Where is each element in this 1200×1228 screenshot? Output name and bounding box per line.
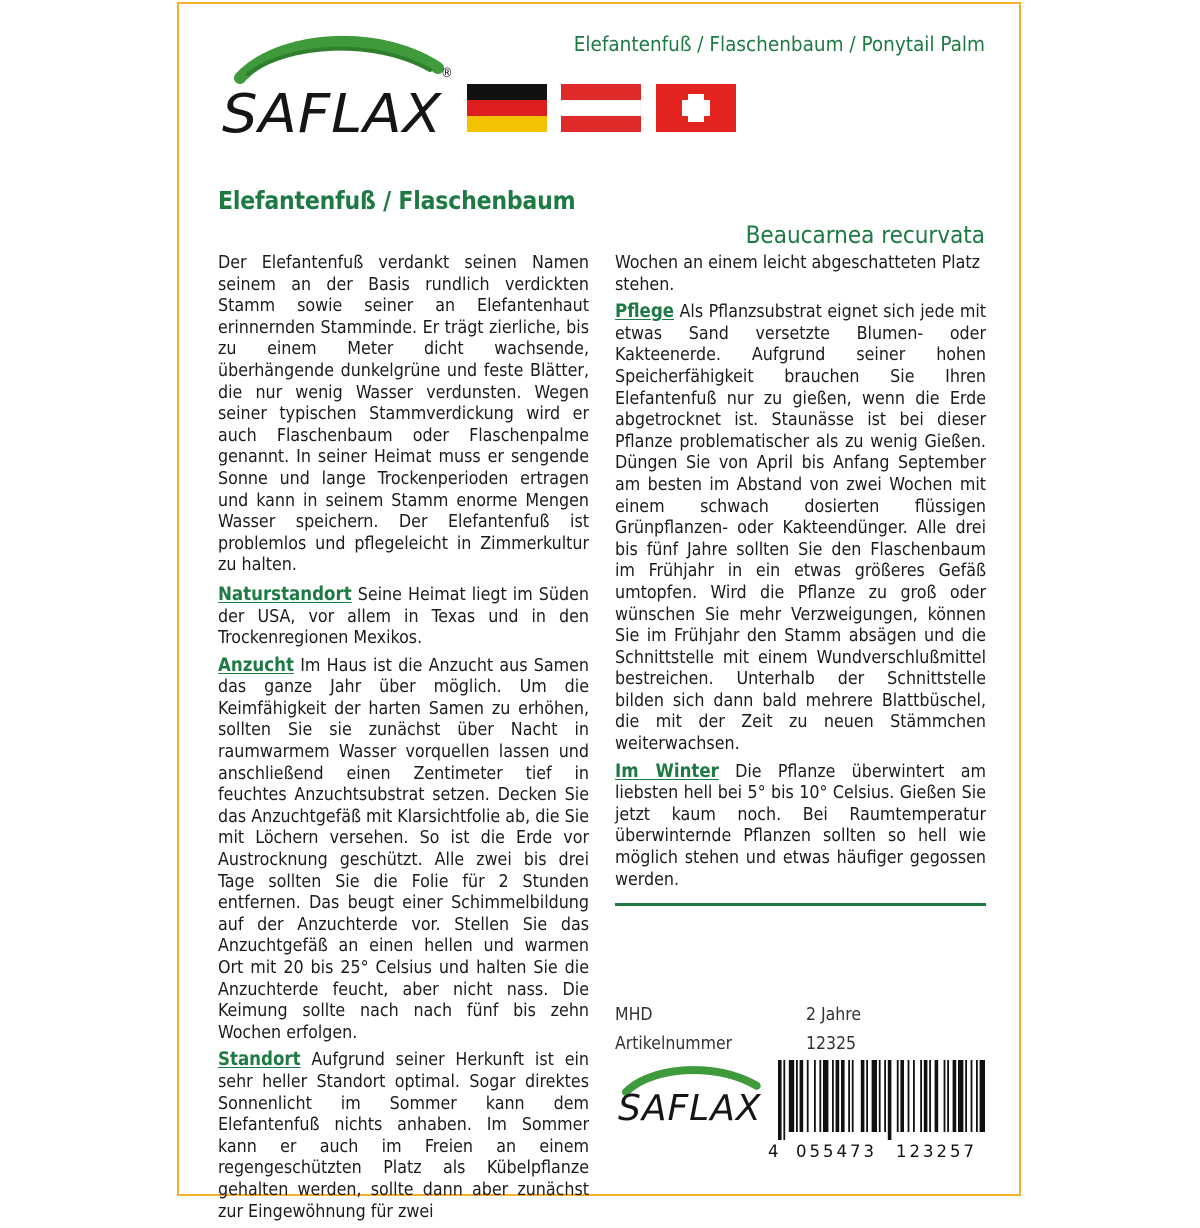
winter-text: Die Pflanze überwintert am liebsten hell bei 5° bis 10° Celsius. Gießen Sie jetzt kaum noch. Bei Raumtemperatur überwinternde Pflanzen sollten so hell wie möglich stehen und etwas häufiger gegossen werden. bbox=[615, 761, 986, 890]
saflax-logo bbox=[218, 28, 463, 146]
barcode-bar bbox=[929, 1060, 931, 1132]
pflege-paragraph bbox=[615, 301, 986, 755]
barcode-bar bbox=[958, 1060, 963, 1132]
barcode-bar bbox=[848, 1060, 850, 1132]
botanical-name: Beaucarnea recurvata bbox=[745, 221, 985, 249]
barcode-bar bbox=[872, 1060, 877, 1132]
product-title-header: Elefantenfuß / Flaschenbaum / Ponytail Palm bbox=[573, 32, 985, 56]
barcode-bar bbox=[976, 1060, 978, 1132]
product-heading: Elefantenfuß / Flaschenbaum bbox=[218, 186, 576, 215]
winter-paragraph bbox=[615, 761, 986, 892]
winter-label: Im Winter bbox=[615, 760, 719, 782]
barcode-bar bbox=[913, 1060, 915, 1132]
anzucht-text: Im Haus ist die Anzucht aus Samen das ganze Jahr über möglich. Um die Keimfähigkeit der harten Samen zu erhöhen, sollten Sie sie zunächst über Nacht in raumwarmem Wasser vorquellen lassen und anschließend einen Zentimeter tief in feuchtes Anzuchtsubstrat setzen. Decken Sie das Anzuchtgefäß mit Klarsichtfolie ab, die Sie mit Löchern versehen. So ist die Erde vor Austrocknung geschützt. Alle zwei bis drei Tage sollten Sie die Folie für 2 Stunden entfernen. Das beugt einer Schimmelbildung auf der Anzuchterde vor. Stellen Sie das Anzuchtgefäß an einen hellen und warmen Ort mit 20 bis 25° Celsius und halten Sie die Anzuchterde feucht, aber nicht nass. Die Keimung sollte nach nach fünf bis zehn Wochen erfolgen. bbox=[218, 655, 589, 1043]
barcode-bar bbox=[897, 1060, 899, 1132]
barcode-bar bbox=[884, 1060, 886, 1132]
barcode-bar bbox=[861, 1060, 865, 1132]
barcode bbox=[768, 1060, 988, 1161]
barcode-bar bbox=[965, 1060, 967, 1132]
barcode-bar bbox=[908, 1060, 910, 1132]
barcode-bar bbox=[947, 1060, 949, 1132]
barcode-bar bbox=[832, 1060, 834, 1132]
barcode-bar bbox=[778, 1060, 782, 1140]
barcode-bar bbox=[841, 1060, 845, 1132]
barcode-bar bbox=[900, 1060, 904, 1132]
standort-text: Aufgrund seiner Herkunft ist ein sehr heller Standort optimal. Sogar direktes Sonnenlicht im Sommer kann dem Elefantenfuß nichts anhaben. Im Sommer kann er auch im Freien an einem regengeschützten Platz als Kübelpflanze gehalten werden, sollte dann aber zunächst zur Eingewöhnung für zwei bbox=[218, 1050, 589, 1222]
barcode-bar bbox=[944, 1060, 946, 1132]
naturstandort-label: Naturstandort bbox=[218, 583, 352, 605]
barcode-bar bbox=[789, 1060, 794, 1132]
pflege-label: Pflege bbox=[615, 301, 675, 323]
standort-continued: Wochen an einem leicht abgeschatteten Platz stehen. bbox=[615, 253, 980, 295]
barcode-bar bbox=[814, 1060, 816, 1132]
standort-paragraph bbox=[218, 1049, 589, 1223]
article-number-value: 12325 bbox=[806, 1034, 857, 1054]
germany-flag bbox=[467, 84, 547, 132]
article-number-label: Artikelnummer bbox=[615, 1034, 733, 1054]
barcode-bar bbox=[783, 1060, 785, 1140]
pflege-text: Als Pflanzsubstrat eignet sich jede mit etwas Sand versetzte Blumen- oder Kakteenerde. Aufgrund seiner hohen Speicherfähigkeit brauchen Sie Ihren Elefantenfuß nur zu gießen, wenn die Erde abgetrocknet ist. Staunässe ist bei dieser Pflanze problematischer als zu wenig Gießen. Düngen Sie von April bis Anfang September am besten im Abstand von zwei Wochen mit einem schwach dosierten flüssigen Grünpflanzen- oder Kakteendünger. Alle drei bis fünf Jahre sollten Sie den Flaschenbaum im Frühjahr in ein etwas größeres Gefäß umtopfen. Wird die Pflanze zu groß oder wünschen Sie mehr Verzweigungen, können Sie im Frühjahr den Stamm absägen und die Schnittstelle mit einem Wundverschlußmittel bestreichen. Unterhalb der Schnittstelle bilden sich dann bald mehrere Blattbüschel, die mit der Zeit zu neuen Stämmchen weiterwachsen. bbox=[615, 302, 986, 755]
text-column-right bbox=[615, 253, 986, 896]
text-column-left bbox=[218, 253, 589, 1228]
barcode-bar bbox=[980, 1060, 985, 1132]
barcode-digit-prefix: 4 bbox=[768, 1142, 779, 1161]
standort-label: Standort bbox=[218, 1049, 301, 1071]
mhd-label: MHD bbox=[615, 1005, 653, 1025]
barcode-bar bbox=[836, 1060, 840, 1132]
barcode-bar bbox=[953, 1060, 957, 1132]
barcode-bar bbox=[796, 1060, 798, 1132]
divider-line bbox=[615, 903, 986, 906]
barcode-bar bbox=[866, 1060, 868, 1132]
mhd-value: 2 Jahre bbox=[806, 1005, 862, 1025]
barcode-digits-left: 055473 bbox=[796, 1142, 877, 1161]
saflax-logo-small bbox=[612, 1060, 772, 1138]
anzucht-paragraph bbox=[218, 655, 589, 1045]
registered-mark: ® bbox=[441, 66, 453, 81]
intro-paragraph: Der Elefantenfuß verdankt seinen Namen seinem an der Basis rundlich verdickten Stamm sowie seiner an Elefantenhaut erinnernden Stamminde. Er trägt zierliche, bis zu einem Meter dicht wachsende, überhängende dunkelgrüne und feste Blätter, die nur wenig Wasser verdunsten. Wegen seiner typischen Stammverdickung wird er auch Flaschenbaum oder Flaschenpalme genannt. In seiner Heimat muss er sengende Sonne und lange Trockenperioden ertragen und kann in seinem Stamm enorme Mengen Wasser speichern. Der Elefantenfuß ist problemlos und pflegeleicht in Zimmerkultur zu halten. bbox=[218, 253, 589, 576]
barcode-bar bbox=[935, 1060, 939, 1132]
barcode-bar bbox=[819, 1060, 821, 1132]
barcode-bars bbox=[778, 1060, 988, 1140]
barcode-bar bbox=[924, 1060, 928, 1132]
barcode-digits-right: 123257 bbox=[896, 1142, 977, 1161]
barcode-bar bbox=[852, 1060, 854, 1132]
barcode-bar bbox=[920, 1060, 922, 1132]
barcode-bar bbox=[879, 1060, 881, 1132]
naturstandort-text: Seine Heimat liegt im Süden der USA, vor allem in Texas und in den Trockenregionen Mexikos. bbox=[218, 584, 589, 649]
switzerland-flag bbox=[656, 84, 736, 132]
logo-text: SAFLAX bbox=[222, 83, 442, 146]
austria-flag bbox=[561, 84, 641, 132]
barcode-bar bbox=[888, 1060, 892, 1140]
logo-text-small: SAFLAX bbox=[618, 1088, 762, 1129]
anzucht-label: Anzucht bbox=[218, 654, 294, 676]
barcode-bar bbox=[800, 1060, 804, 1132]
barcode-bar bbox=[971, 1060, 973, 1132]
barcode-bar bbox=[807, 1060, 809, 1132]
naturstandort-paragraph bbox=[218, 584, 589, 650]
barcode-bar bbox=[823, 1060, 828, 1132]
